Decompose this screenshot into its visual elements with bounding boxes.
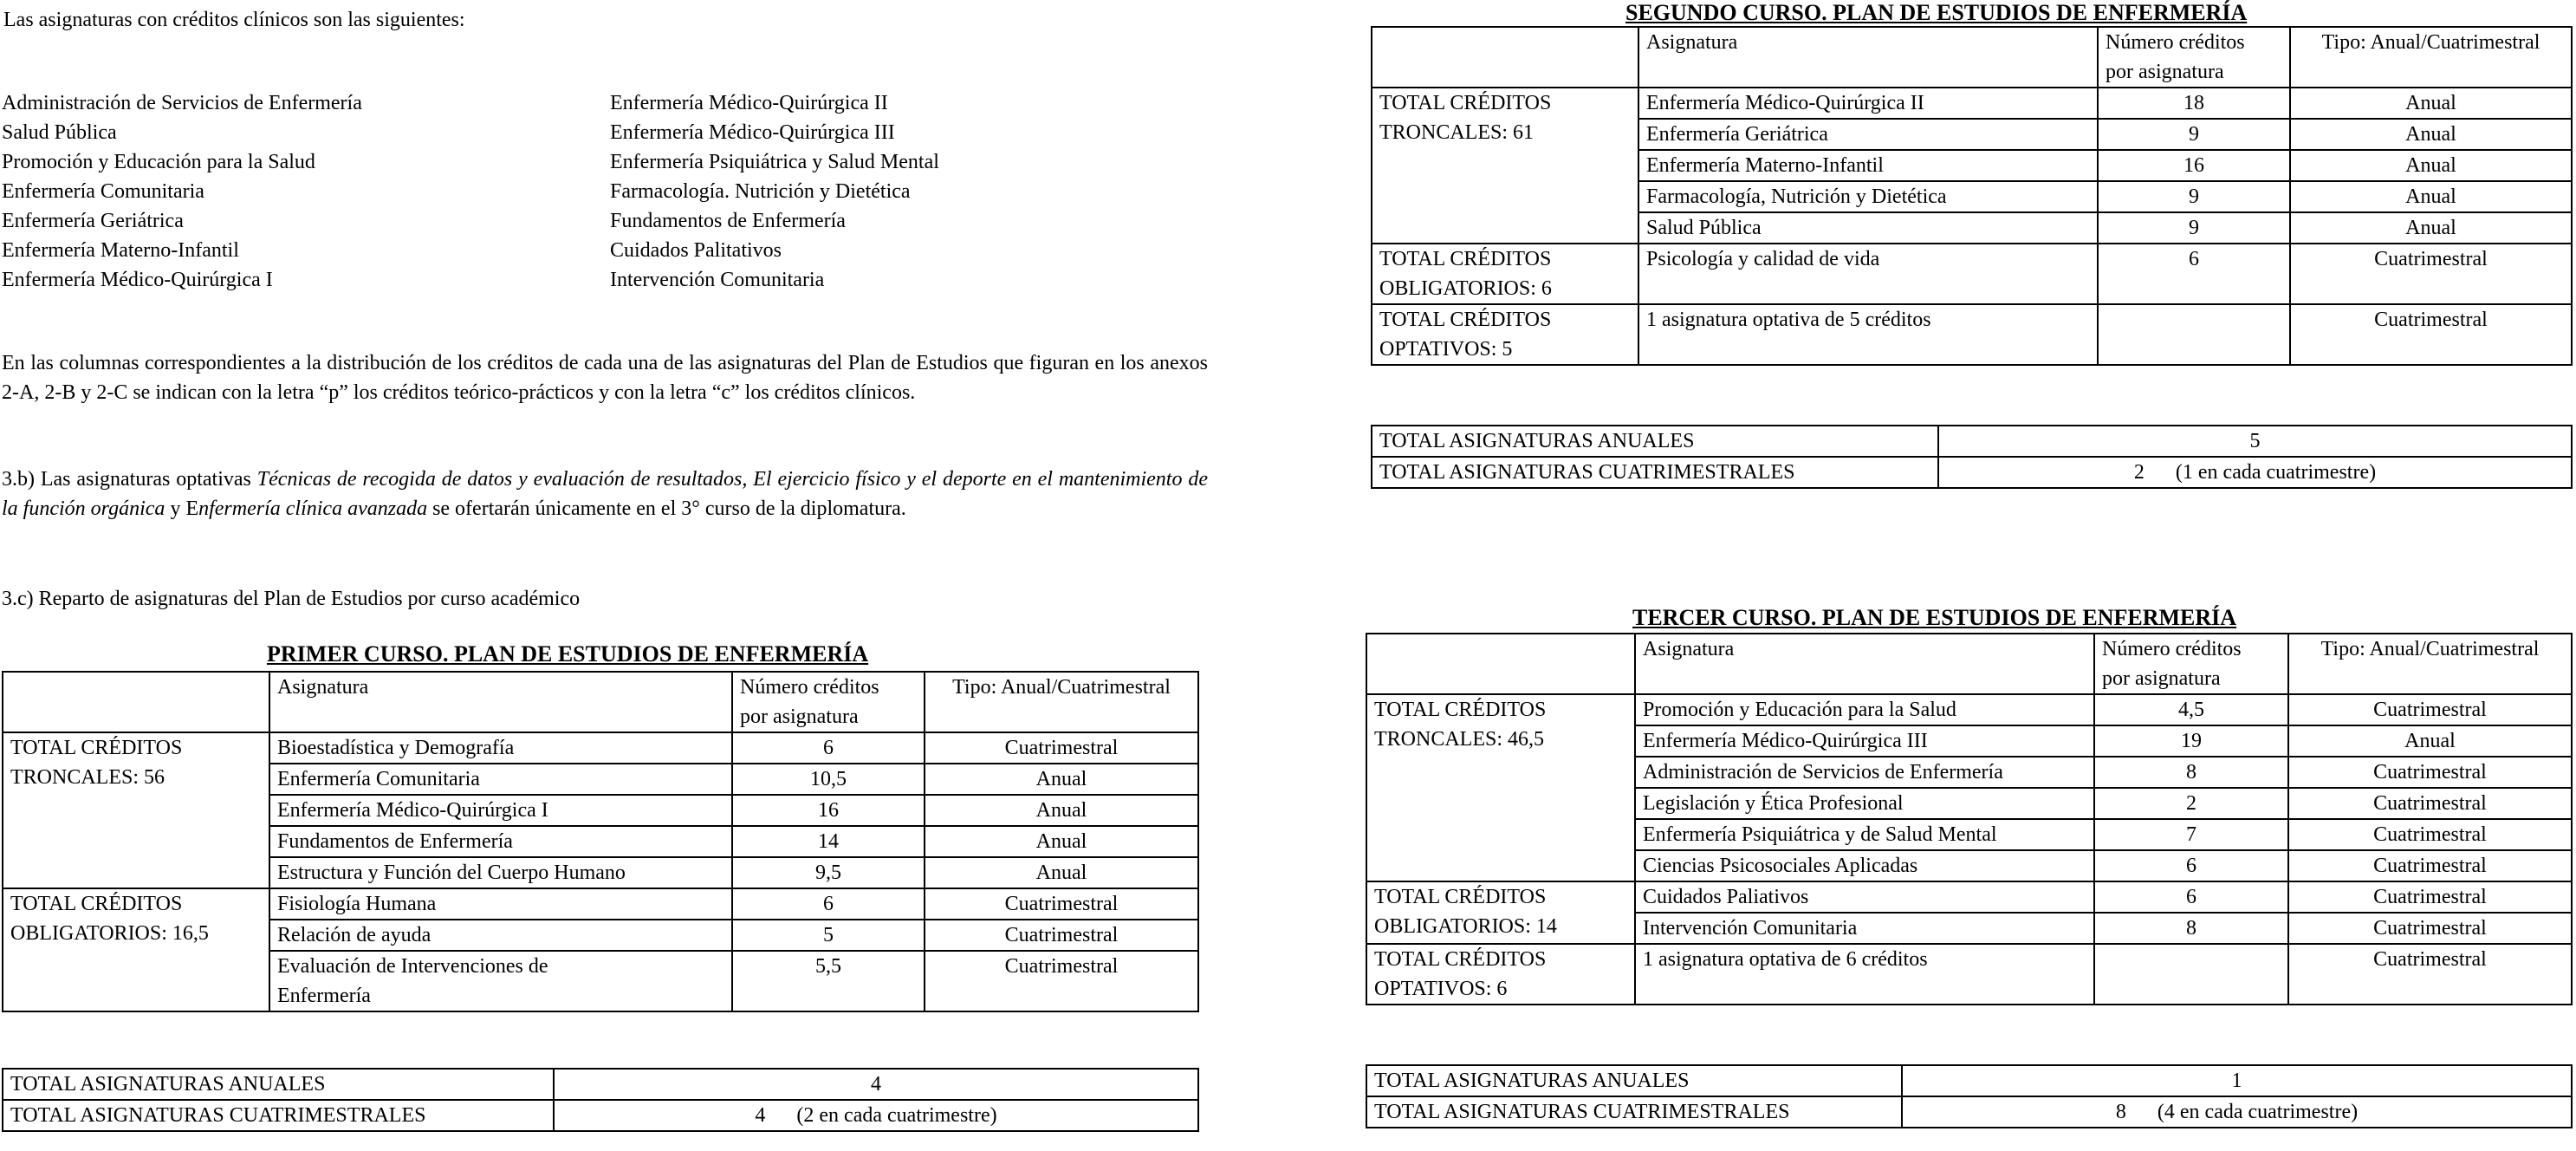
clinical-subjects-list-2 <box>610 88 1208 295</box>
subject-type: Cuatrimestral <box>2290 244 2572 304</box>
segundo-curso-title <box>1625 0 2405 26</box>
table-row <box>1366 1065 2572 1096</box>
para2-suffix: se ofertarán únicamente en el 3° curso de la diplomatura. <box>427 497 906 520</box>
subject-name: Administración de Servicios de Enfermería <box>1635 757 2094 788</box>
subject-name: Enfermería Médico-Quirúrgica III <box>1635 725 2094 757</box>
subject-name: Bioestadística y Demografía <box>269 732 732 764</box>
list-item: Farmacología. Nutrición y Dietética <box>610 180 911 203</box>
subject-name: Enfermería Materno-Infantil <box>1638 150 2098 181</box>
subject-type: Anual <box>2290 212 2572 244</box>
total-anuales-value: 4 <box>554 1069 1198 1100</box>
total-cuatrimestrales-label: TOTAL ASIGNATURAS CUATRIMESTRALES <box>3 1100 554 1131</box>
subject-type: Cuatrimestral <box>2288 850 2572 881</box>
table-row <box>1372 244 2572 304</box>
paragraph-distribution: 3.c) Reparto de asignaturas del Plan de Estudios por curso académico <box>2 588 581 610</box>
subject-name: Enfermería Médico-Quirúrgica I <box>269 795 732 826</box>
subject-type: Anual <box>2288 725 2572 757</box>
table-header-row <box>1366 634 2572 694</box>
subject-type: Cuatrimestral <box>2288 944 2572 1005</box>
total-anuales-label: TOTAL ASIGNATURAS ANUALES <box>1366 1065 1902 1096</box>
subject-credits: 2 <box>2094 788 2288 819</box>
list-item: Enfermería Médico-Quirúrgica I <box>2 269 273 291</box>
table-row <box>1366 881 2572 913</box>
subject-type: Cuatrimestral <box>2288 819 2572 850</box>
subject-name: 1 asignatura optativa de 5 créditos <box>1638 304 2098 365</box>
subject-credits: 6 <box>2098 244 2290 304</box>
subject-type: Cuatrimestral <box>2290 304 2572 365</box>
list-item: Salud Pública <box>2 121 117 144</box>
subject-name: Enfermería Comunitaria <box>269 764 732 795</box>
header-asignatura: Asignatura <box>269 672 732 732</box>
header-empty <box>1372 27 1638 88</box>
table-row <box>1372 304 2572 365</box>
subject-type: Cuatrimestral <box>2288 757 2572 788</box>
subject-credits: 19 <box>2094 725 2288 757</box>
intro-heading: Las asignaturas con créditos clínicos son las siguientes: <box>3 9 465 31</box>
subject-type: Anual <box>925 764 1198 795</box>
subject-name: Cuidados Paliativos <box>1635 881 2094 913</box>
group-obligatorios: TOTAL CRÉDITOS OBLIGATORIOS: 16,5 <box>3 888 269 1011</box>
group-troncales: TOTAL CRÉDITOS TRONCALES: 56 <box>3 732 269 888</box>
header-tipo: Tipo: Anual/Cuatrimestral <box>2290 27 2572 88</box>
para2-italic2: nfermería clínica avanzada <box>198 497 428 520</box>
paragraph-optional-subjects <box>2 465 1208 523</box>
group-obligatorios: TOTAL CRÉDITOS OBLIGATORIOS: 6 <box>1372 244 1638 304</box>
table-row <box>1372 88 2572 119</box>
table-row <box>3 732 1198 764</box>
subject-credits: 9 <box>2098 212 2290 244</box>
list-item: Intervención Comunitaria <box>610 269 825 291</box>
subject-credits: 6 <box>2094 881 2288 913</box>
header-empty <box>1366 634 1635 694</box>
total-anuales-label: TOTAL ASIGNATURAS ANUALES <box>3 1069 554 1100</box>
total-cuatrimestrales-label: TOTAL ASIGNATURAS CUATRIMESTRALES <box>1372 457 1938 488</box>
subject-credits: 8 <box>2094 913 2288 944</box>
list-item: Administración de Servicios de Enfermería <box>2 92 362 114</box>
subject-type: Cuatrimestral <box>2288 881 2572 913</box>
tercer-totals-table <box>1366 1064 2573 1128</box>
header-creditos: Número créditos por asignatura <box>2098 27 2290 88</box>
subject-type: Anual <box>925 795 1198 826</box>
subject-name: Intervención Comunitaria <box>1635 913 2094 944</box>
tercer-curso-table <box>1366 633 2573 1005</box>
header-empty <box>3 672 269 732</box>
list-item: Enfermería Psiquiátrica y Salud Mental <box>610 151 939 173</box>
subject-name: Salud Pública <box>1638 212 2098 244</box>
header-asignatura: Asignatura <box>1635 634 2094 694</box>
primer-totals-table <box>2 1068 1199 1132</box>
subject-credits: 4,5 <box>2094 694 2288 725</box>
subject-type: Cuatrimestral <box>925 732 1198 764</box>
subject-credits <box>2098 304 2290 365</box>
subject-type: Anual <box>2290 181 2572 212</box>
subject-credits <box>2094 944 2288 1005</box>
subject-type: Cuatrimestral <box>925 951 1198 1011</box>
table-row <box>1372 426 2572 457</box>
total-cuatrimestrales-label: TOTAL ASIGNATURAS CUATRIMESTRALES <box>1366 1096 1902 1128</box>
segundo-totals-table <box>1371 425 2573 489</box>
table-row <box>1372 457 2572 488</box>
total-cuatrimestrales-value: 8 (4 en cada cuatrimestre) <box>1902 1096 2572 1128</box>
subject-type: Cuatrimestral <box>2288 694 2572 725</box>
group-optativos: TOTAL CRÉDITOS OPTATIVOS: 6 <box>1366 944 1635 1005</box>
segundo-curso-table <box>1371 26 2573 366</box>
primer-curso-table <box>2 671 1199 1012</box>
subject-credits: 9,5 <box>732 857 925 888</box>
group-troncales: TOTAL CRÉDITOS TRONCALES: 61 <box>1372 88 1638 244</box>
table-row <box>1366 1096 2572 1128</box>
list-item: Fundamentos de Enfermería <box>610 210 846 232</box>
table-row <box>3 888 1198 920</box>
subject-credits: 7 <box>2094 819 2288 850</box>
table-header-row <box>1372 27 2572 88</box>
subject-name: Fundamentos de Enfermería <box>269 826 732 857</box>
header-tipo: Tipo: Anual/Cuatrimestral <box>925 672 1198 732</box>
total-anuales-value: 5 <box>1938 426 2572 457</box>
subject-credits: 6 <box>732 888 925 920</box>
subject-type: Anual <box>925 857 1198 888</box>
subject-type: Cuatrimestral <box>925 920 1198 951</box>
segundo-curso-title-text: SEGUNDO CURSO. PLAN DE ESTUDIOS DE ENFERMERÍA <box>1625 0 2248 25</box>
subject-name: Enfermería Geriátrica <box>1638 119 2098 150</box>
subject-name: Psicología y calidad de vida <box>1638 244 2098 304</box>
table-row <box>3 1069 1198 1100</box>
total-cuatrimestrales-value: 4 (2 en cada cuatrimestre) <box>554 1100 1198 1131</box>
subject-name: Evaluación de Intervenciones de Enfermería <box>269 951 732 1011</box>
subject-credits: 5,5 <box>732 951 925 1011</box>
subject-name: 1 asignatura optativa de 6 créditos <box>1635 944 2094 1005</box>
subject-name: Ciencias Psicosociales Aplicadas <box>1635 850 2094 881</box>
subject-type: Cuatrimestral <box>2288 788 2572 819</box>
tercer-curso-title-text: TERCER CURSO. PLAN DE ESTUDIOS DE ENFERMERÍA <box>1632 605 2237 630</box>
subject-type: Anual <box>2290 88 2572 119</box>
subject-credits: 10,5 <box>732 764 925 795</box>
para2-prefix: 3.b) Las asignaturas optativas <box>2 468 257 491</box>
list-item: Cuidados Palitativos <box>610 239 782 262</box>
subject-credits: 18 <box>2098 88 2290 119</box>
header-creditos: Número créditos por asignatura <box>732 672 925 732</box>
primer-curso-title <box>267 641 960 667</box>
subject-credits: 16 <box>2098 150 2290 181</box>
subject-credits: 5 <box>732 920 925 951</box>
subject-name: Promoción y Educación para la Salud <box>1635 694 2094 725</box>
subject-type: Anual <box>2290 150 2572 181</box>
subject-credits: 16 <box>732 795 925 826</box>
table-row <box>1366 694 2572 725</box>
total-anuales-value: 1 <box>1902 1065 2572 1096</box>
subject-type: Cuatrimestral <box>2288 913 2572 944</box>
tercer-curso-title <box>1632 605 2412 631</box>
table-row <box>1366 944 2572 1005</box>
total-anuales-label: TOTAL ASIGNATURAS ANUALES <box>1372 426 1938 457</box>
subject-name: Enfermería Médico-Quirúrgica II <box>1638 88 2098 119</box>
paragraph-credits-notation: En las columnas correspondientes a la distribución de los créditos de cada una de las asignaturas del Plan de Estudios que figuran en los anexos 2-A, 2-B y 2-C se indican con la letra “p” los créditos teórico-prácticos y con la letra “c” los créditos clínicos. <box>2 352 1208 404</box>
table-header-row <box>3 672 1198 732</box>
subject-name: Enfermería Psiquiátrica y de Salud Mental <box>1635 819 2094 850</box>
list-item: Promoción y Educación para la Salud <box>2 151 315 173</box>
subject-credits: 6 <box>2094 850 2288 881</box>
header-tipo: Tipo: Anual/Cuatrimestral <box>2288 634 2572 694</box>
list-item: Enfermería Médico-Quirúrgica II <box>610 92 888 114</box>
subject-type: Anual <box>2290 119 2572 150</box>
primer-curso-title-text: PRIMER CURSO. PLAN DE ESTUDIOS DE ENFERMERÍA <box>267 641 869 667</box>
para2-italic: Técnicas de recogida de datos y evaluación de resultados, El ejercicio físico y el deporte en el mantenimiento de la función orgánica <box>2 468 1208 520</box>
subject-credits: 14 <box>732 826 925 857</box>
subject-credits: 6 <box>732 732 925 764</box>
list-item: Enfermería Materno-Infantil <box>2 239 239 262</box>
subject-name: Legislación y Ética Profesional <box>1635 788 2094 819</box>
subject-name: Relación de ayuda <box>269 920 732 951</box>
subject-credits: 9 <box>2098 119 2290 150</box>
subject-name: Fisiología Humana <box>269 888 732 920</box>
clinical-subjects-list-1 <box>2 88 600 295</box>
list-item: Enfermería Comunitaria <box>2 180 204 203</box>
subject-name: Farmacología, Nutrición y Dietética <box>1638 181 2098 212</box>
group-optativos: TOTAL CRÉDITOS OPTATIVOS: 5 <box>1372 304 1638 365</box>
list-item: Enfermería Geriátrica <box>2 210 184 232</box>
table-row <box>3 1100 1198 1131</box>
group-troncales: TOTAL CRÉDITOS TRONCALES: 46,5 <box>1366 694 1635 881</box>
group-obligatorios: TOTAL CRÉDITOS OBLIGATORIOS: 14 <box>1366 881 1635 944</box>
list-item: Enfermería Médico-Quirúrgica III <box>610 121 895 144</box>
subject-type: Anual <box>925 826 1198 857</box>
total-cuatrimestrales-value: 2 (1 en cada cuatrimestre) <box>1938 457 2572 488</box>
header-asignatura: Asignatura <box>1638 27 2098 88</box>
header-creditos: Número créditos por asignatura <box>2094 634 2288 694</box>
subject-credits: 9 <box>2098 181 2290 212</box>
subject-credits: 8 <box>2094 757 2288 788</box>
subject-name: Estructura y Función del Cuerpo Humano <box>269 857 732 888</box>
para2-mid: y E <box>165 497 199 520</box>
subject-type: Cuatrimestral <box>925 888 1198 920</box>
